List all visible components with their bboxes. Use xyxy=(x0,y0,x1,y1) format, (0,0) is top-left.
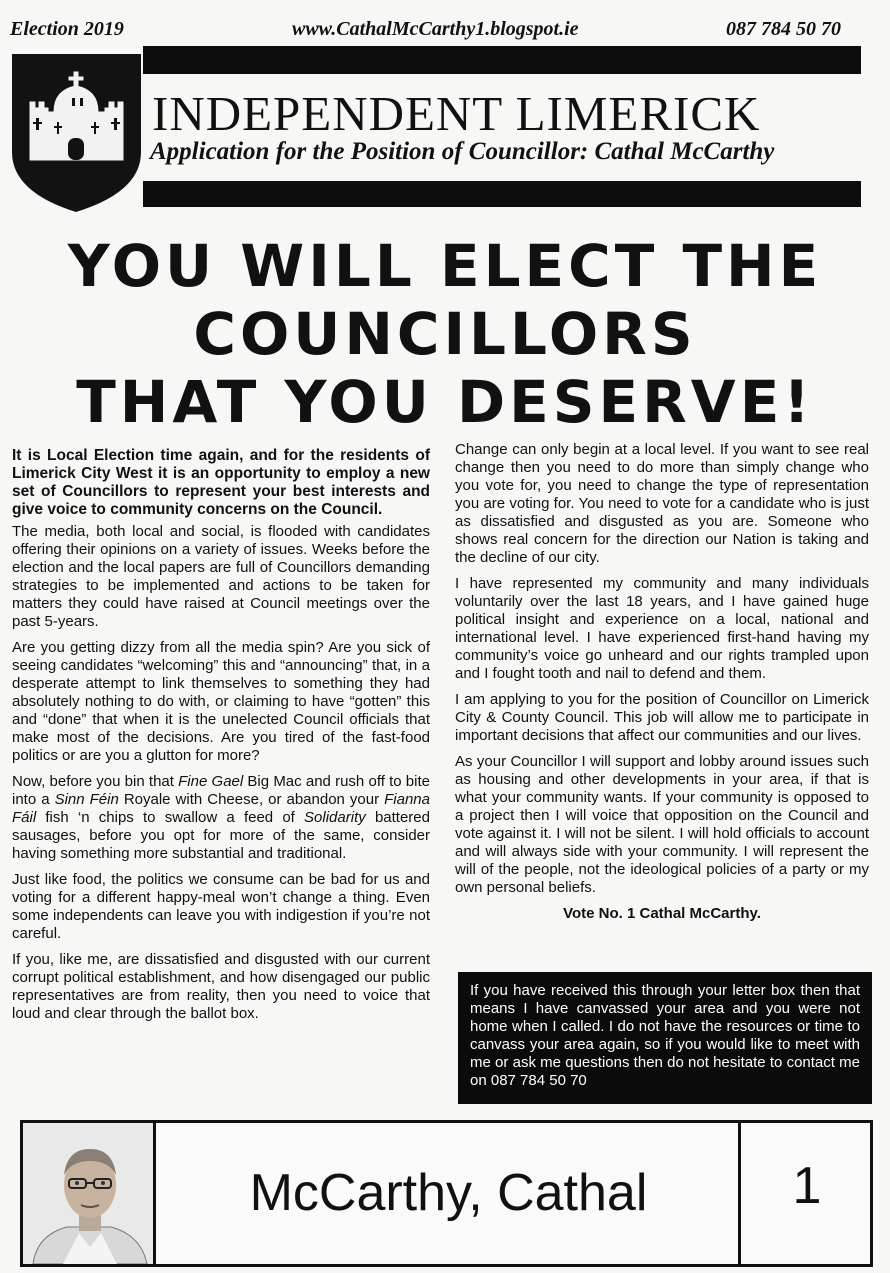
paragraph: The media, both local and social, is flooded with candidates offering their opinions on a variety of issues. Weeks before the election and the local papers are full of Councillors demanding strategies to be implemented and actions to be taken for matters they could have raised at Council meetings over the past 5-years. xyxy=(12,523,430,630)
paragraph-party-food xyxy=(12,773,430,863)
paragraph: I have represented my community and many individuals voluntarily over the last 18 years, and I have gained huge political insight and experience on a local, national and international level. I have experienced first-hand having my community’s voice go unheard and our rights trampled upon and I fought tooth and nail to defend and them. xyxy=(455,575,869,682)
limerick-crest-icon xyxy=(10,52,143,214)
header-bar-bottom xyxy=(143,181,861,207)
headline xyxy=(0,232,890,436)
candidate-name: McCarthy, Cathal xyxy=(159,1123,741,1264)
text-run: Now, before you bin that xyxy=(12,773,179,790)
paragraph: Change can only begin at a local level. If you want to see real change then you need to do more than simply change who you vote for, you need to change the type of representation you are voting for. You need to vote for a candidate who is just as dissatisfied and disgusted as you are. Someone who shows real concern for the direction our Nation is taking and the decline of our city. xyxy=(455,441,869,566)
paragraph: Just like food, the politics we consume can be bad for us and voting for a different happy-meal won’t change a thing. Even some independents can leave you with indigestion if you’re not careful. xyxy=(12,871,430,942)
vote-appeal: Vote No. 1 Cathal McCarthy. xyxy=(563,905,761,922)
paragraph: I am applying to you for the position of Councillor on Limerick City & County Council. This job will allow me to participate in important decisions that affect our communities and our lives. xyxy=(455,691,869,744)
text-run: Royale with Cheese, or abandon your xyxy=(118,791,385,808)
paragraph: If you, like me, are dissatisfied and disgusted with our current corrupt political establishment, and how disengaged our public representatives are from reality, then you need to voice that loud and clear through the ballot box. xyxy=(12,951,430,1022)
text-run: battered sausages, before you opt for more of the same, consider having something more substantial and traditional. xyxy=(12,809,430,862)
right-column xyxy=(455,441,869,931)
top-info-line xyxy=(0,18,890,46)
phone-number: 087 784 50 70 xyxy=(726,18,841,40)
preference-number: 1 xyxy=(792,1157,822,1215)
party-name: Fine Gael xyxy=(178,773,244,790)
paragraph: Are you getting dizzy from all the media spin? Are you sick of seeing candidates “welcoming” this and “announcing” that, in a desperate attempt to link themselves to something they had absolutely nothing to do with, or claiming to have “gotten” this and “done” that when it is the unelected Council officials that make most of the decisions. Are you tired of the fast-food politics or are you a glutton for more? xyxy=(12,639,430,764)
party-name: Fianna Fáil xyxy=(12,791,430,826)
text-run: fish ‘n chips to swallow a feed of xyxy=(36,809,305,826)
candidate-photo xyxy=(23,1123,156,1264)
paragraph: As your Councillor I will support and lobby around issues such as housing and other developments in your area, if that is what your community wants. If your community is opposed to a project then I will voice that opposition on the Council and vote against it. I will not be silent. I will hold officials to account and will always side with your community. I will represent the will of the people, not the ideological policies of a party or my own personal beliefs. xyxy=(455,753,869,896)
left-column xyxy=(12,447,430,1031)
header-bar-top xyxy=(143,46,861,74)
headline-line: COUNCILLORS xyxy=(193,300,697,368)
headline-line: THAT YOU DESERVE! xyxy=(76,368,814,436)
masthead-subtitle: Application for the Position of Councillor: Cathal McCarthy xyxy=(150,138,775,165)
candidate-portrait-icon xyxy=(23,1123,156,1264)
letterbox-notice: If you have received this through your letter box then that means I have canvassed your area and you were not home when I called. I do not have the resources or time to canvass your area again, so if you would like to meet with me or ask me questions then do not hesitate to contact me on 087 784 50 70 xyxy=(458,972,872,1104)
election-label: Election 2019 xyxy=(10,18,124,40)
party-name: Solidarity xyxy=(304,809,366,826)
party-name: Sinn Féin xyxy=(54,791,119,808)
ballot-strip xyxy=(20,1120,873,1267)
masthead-title: INDEPENDENT LIMERICK xyxy=(152,86,761,141)
lead-paragraph: It is Local Election time again, and for the residents of Limerick City West it is an opportunity to employ a new set of Councillors to represent your best interests and give voice to community concerns on the Council. xyxy=(12,447,430,518)
text-run: Big Mac and rush off to bite into a xyxy=(12,773,430,808)
headline-line: YOU WILL ELECT THE xyxy=(67,232,823,300)
website-url: www.CathalMcCarthy1.blogspot.ie xyxy=(292,18,579,40)
